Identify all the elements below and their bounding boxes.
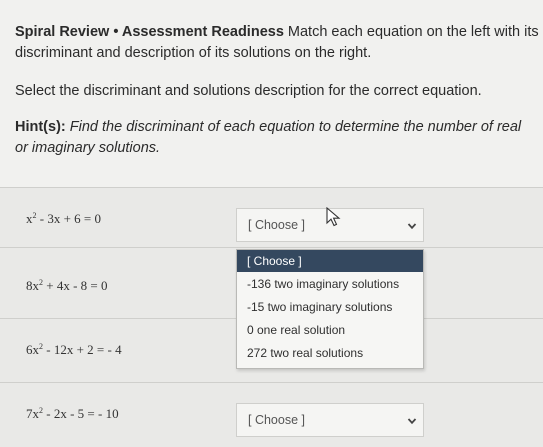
select-4-value: [ Choose ] bbox=[248, 413, 305, 427]
equation-2: $8x^2 + 4x - 8 = 0$ bbox=[26, 278, 108, 293]
option-272-two-real[interactable]: 272 two real solutions bbox=[247, 346, 364, 360]
hint-paragraph bbox=[15, 117, 535, 159]
hint-text: Find the discriminant of each equation to determine the number of real or imaginary solutions. bbox=[15, 119, 522, 156]
option-neg15-two-imaginary[interactable]: -15 two imaginary solutions bbox=[247, 300, 393, 314]
option-choose[interactable]: [ Choose ] bbox=[237, 250, 423, 272]
select-1-value: [ Choose ] bbox=[248, 218, 305, 232]
divider bbox=[0, 247, 543, 248]
intro-title: Spiral Review • Assessment Readiness bbox=[15, 24, 284, 40]
equation-4: $7x^2 - 2x - 5$ = - 10 bbox=[26, 406, 119, 421]
option-0-one-real[interactable]: 0 one real solution bbox=[247, 323, 346, 337]
instruction-text: Select the discriminant and solutions description for the correct equation. bbox=[15, 83, 482, 99]
chevron-down-icon bbox=[407, 221, 417, 231]
divider bbox=[0, 382, 543, 383]
option-neg136-two-imaginary[interactable]: -136 two imaginary solutions bbox=[247, 277, 400, 291]
hint-label: Hint(s): bbox=[15, 119, 66, 135]
mouse-pointer-icon bbox=[326, 207, 342, 227]
intro-text: Match each equation on the left with its discriminant and description of its solutions on the right. bbox=[15, 24, 539, 61]
equation-1: $x^2 - 3x + 6 = 0$ bbox=[26, 211, 101, 226]
dropdown-menu bbox=[236, 249, 424, 369]
answer-select-4[interactable] bbox=[236, 403, 424, 437]
intro-paragraph bbox=[15, 22, 541, 64]
chevron-down-icon bbox=[407, 416, 417, 426]
equation-3: $6x^2 - 12x + 2$ = - 4 bbox=[26, 342, 122, 357]
divider bbox=[0, 187, 543, 188]
instructions-panel bbox=[0, 0, 543, 187]
